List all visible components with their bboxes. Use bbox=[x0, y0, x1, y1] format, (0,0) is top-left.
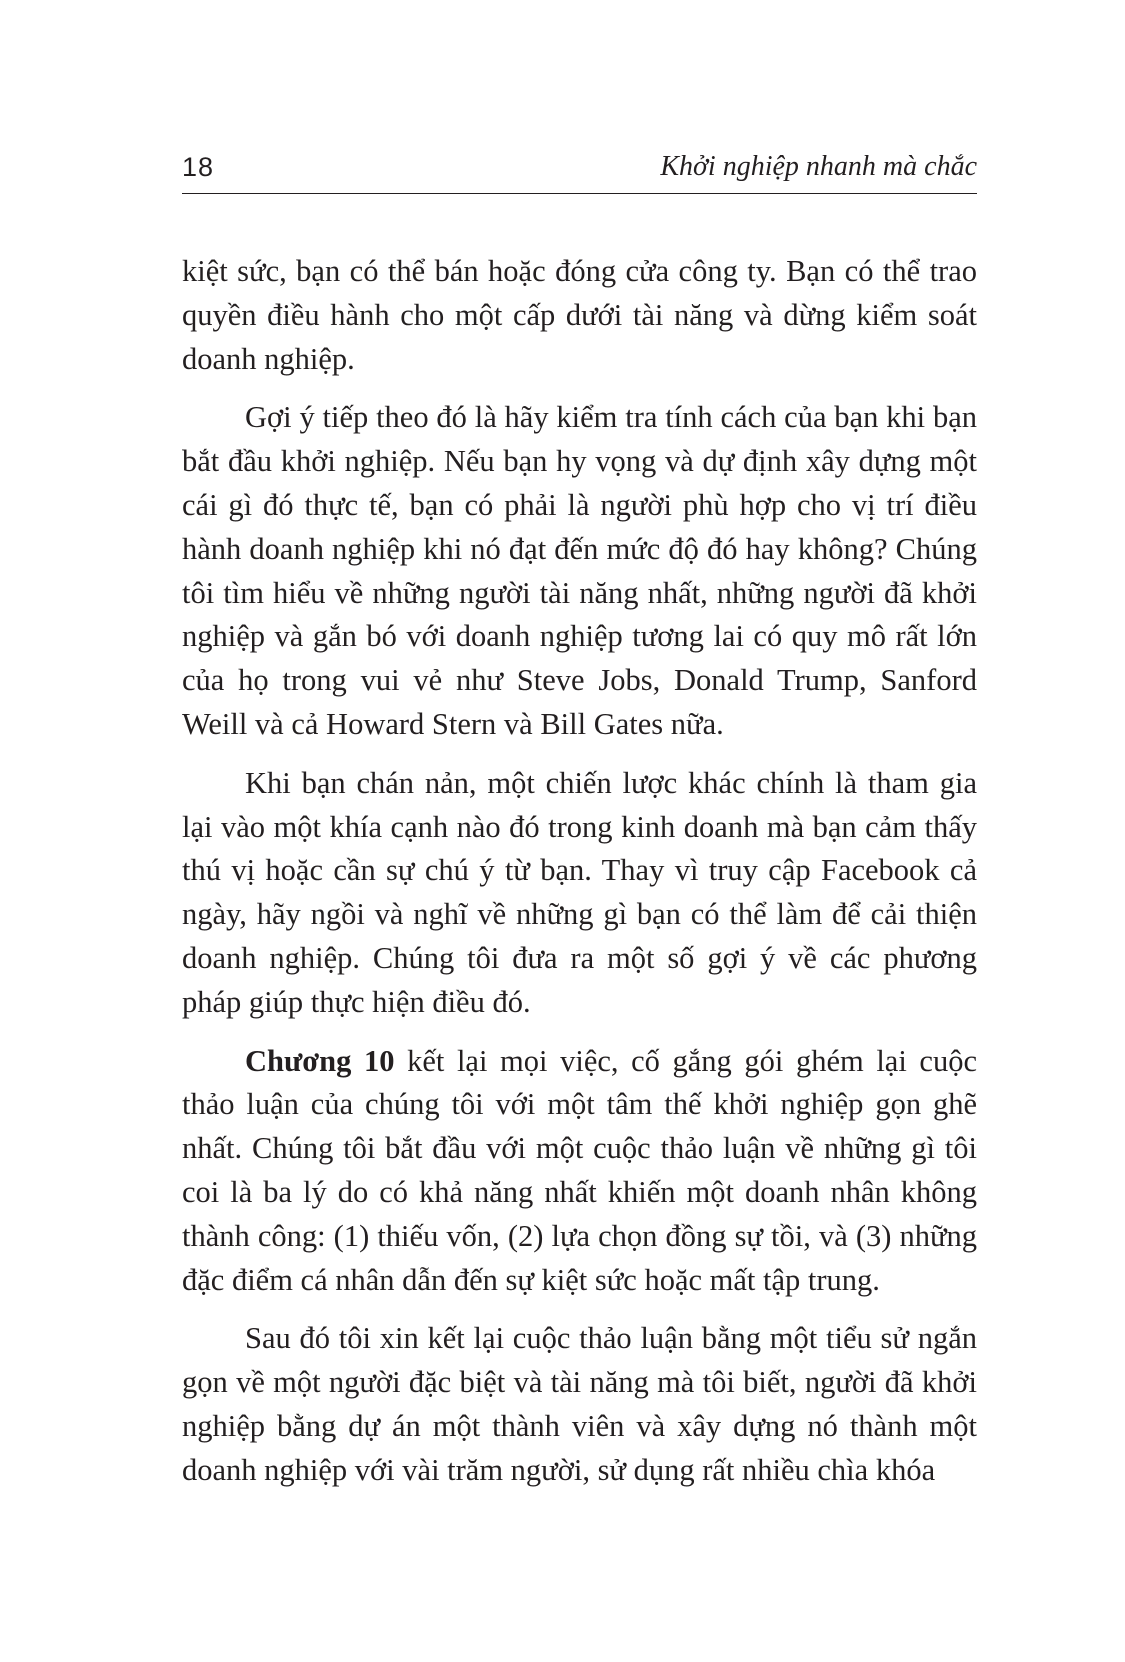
paragraph: Sau đó tôi xin kết lại cuộc thảo luận bằng một tiểu sử ngắn gọn về một người đặc biệt và tài năng mà tôi biết, người đã khởi nghiệp bằng dự án một thành viên và xây dựng nó thành một doanh nghiệp với vài trăm người, sử dụng rất nhiều chìa khóa bbox=[182, 1321, 977, 1487]
paragraph: Gợi ý tiếp theo đó là hãy kiểm tra tính cách của bạn khi bạn bắt đầu khởi nghiệp. Nếu bạn hy vọng và dự định xây dựng một cái gì đó thực tế, bạn có phải là người phù hợp cho vị trí điều hành doanh nghiệp khi nó đạt đến mức độ đó hay không? Chúng tôi tìm hiểu về những người tài năng nhất, những người đã khởi nghiệp và gắn bó với doanh nghiệp tương lai có quy mô rất lớn của họ trong vui vẻ như Steve Jobs, Donald Trump, Sanford Weill và cả Howard Stern và Bill Gates nữa. bbox=[182, 400, 977, 741]
page-number: 18 bbox=[182, 152, 215, 182]
body-text bbox=[182, 250, 977, 1508]
running-header bbox=[182, 150, 977, 194]
paragraph: Khi bạn chán nản, một chiến lược khác chính là tham gia lại vào một khía cạnh nào đó trong kinh doanh mà bạn cảm thấy thú vị hoặc cần sự chú ý từ bạn. Thay vì truy cập Facebook cả ngày, hãy ngồi và nghĩ về những gì bạn có thể làm để cải thiện doanh nghiệp. Chúng tôi đưa ra một số gợi ý về các phương pháp giúp thực hiện điều đó. bbox=[182, 765, 977, 1019]
paragraph-text: kết lại mọi việc, cố gắng gói ghém lại cuộc thảo luận của chúng tôi với một tâm thế khởi nghiệp gọn ghẽ nhất. Chúng tôi bắt đầu với một cuộc thảo luận về những gì tôi coi là ba lý do có khả năng nhất khiến một doanh nhân không thành công: (1) thiếu vốn, (2) lựa chọn đồng sự tồi, và (3) những đặc điểm cá nhân dẫn đến sự kiệt sức hoặc mất tập trung. bbox=[182, 1043, 977, 1297]
chapter-reference: Chương 10 bbox=[245, 1043, 395, 1078]
paragraph: kiệt sức, bạn có thể bán hoặc đóng cửa công ty. Bạn có thể trao quyền điều hành cho một cấp dưới tài năng và dừng kiểm soát doanh nghiệp. bbox=[182, 254, 977, 376]
book-title: Khởi nghiệp nhanh mà chắc bbox=[660, 151, 977, 182]
paragraph bbox=[182, 1040, 977, 1303]
